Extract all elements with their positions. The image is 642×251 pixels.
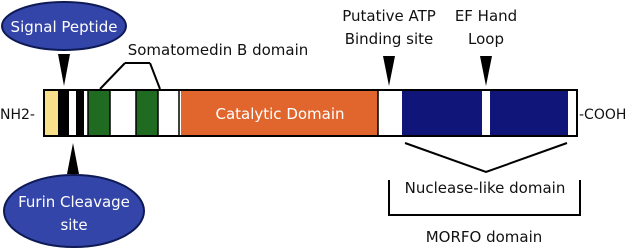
somatomedin-segment-1 bbox=[88, 90, 110, 136]
signal-peptide-label: Signal Peptide bbox=[10, 18, 118, 36]
ef-hand-label-line1: EF Hand bbox=[454, 7, 518, 25]
atp-binding-callout bbox=[342, 7, 436, 86]
catalytic-domain-label: Catalytic Domain bbox=[215, 105, 345, 123]
nuclease-like-label: Nuclease-like domain bbox=[404, 179, 566, 197]
n-terminus-label: NH2- bbox=[0, 107, 35, 123]
nuclease-like-brace bbox=[405, 143, 567, 172]
atp-binding-pointer bbox=[383, 56, 395, 86]
furin-cleavage-pointer bbox=[67, 143, 79, 174]
black-segment-1 bbox=[58, 90, 69, 136]
nuclease-segment-2 bbox=[490, 90, 568, 136]
furin-site-segment bbox=[69, 90, 76, 136]
somatomedin-callout bbox=[100, 41, 308, 89]
ef-hand-pointer bbox=[480, 56, 492, 86]
nuclease-like-bracket bbox=[405, 143, 567, 197]
ef-hand-callout bbox=[455, 7, 517, 86]
ef-hand-label-line2: Loop bbox=[468, 30, 504, 48]
furin-cleavage-callout bbox=[4, 143, 144, 247]
signal-peptide-segment bbox=[44, 90, 58, 136]
furin-cleavage-label-line1: Furin Cleavage bbox=[18, 193, 130, 211]
c-terminus-label: -COOH bbox=[579, 107, 627, 123]
signal-peptide-callout bbox=[2, 2, 126, 86]
protein-bar bbox=[44, 90, 577, 136]
signal-peptide-pointer bbox=[58, 54, 70, 86]
nuclease-segment-1 bbox=[402, 90, 482, 136]
furin-cleavage-label-line2: site bbox=[60, 216, 88, 234]
furin-cleavage-oval bbox=[4, 175, 144, 247]
somatomedin-pointer-left bbox=[100, 63, 125, 89]
morfo-label: MORFO domain bbox=[425, 228, 543, 246]
somatomedin-segment-2 bbox=[136, 90, 158, 136]
atp-binding-label-line1: Putative ATP bbox=[342, 7, 436, 25]
somatomedin-label: Somatomedin B domain bbox=[127, 41, 309, 59]
somatomedin-pointer-right-down bbox=[150, 63, 160, 89]
atp-binding-label-line2: Binding site bbox=[344, 30, 434, 48]
black-segment-2 bbox=[76, 90, 84, 136]
